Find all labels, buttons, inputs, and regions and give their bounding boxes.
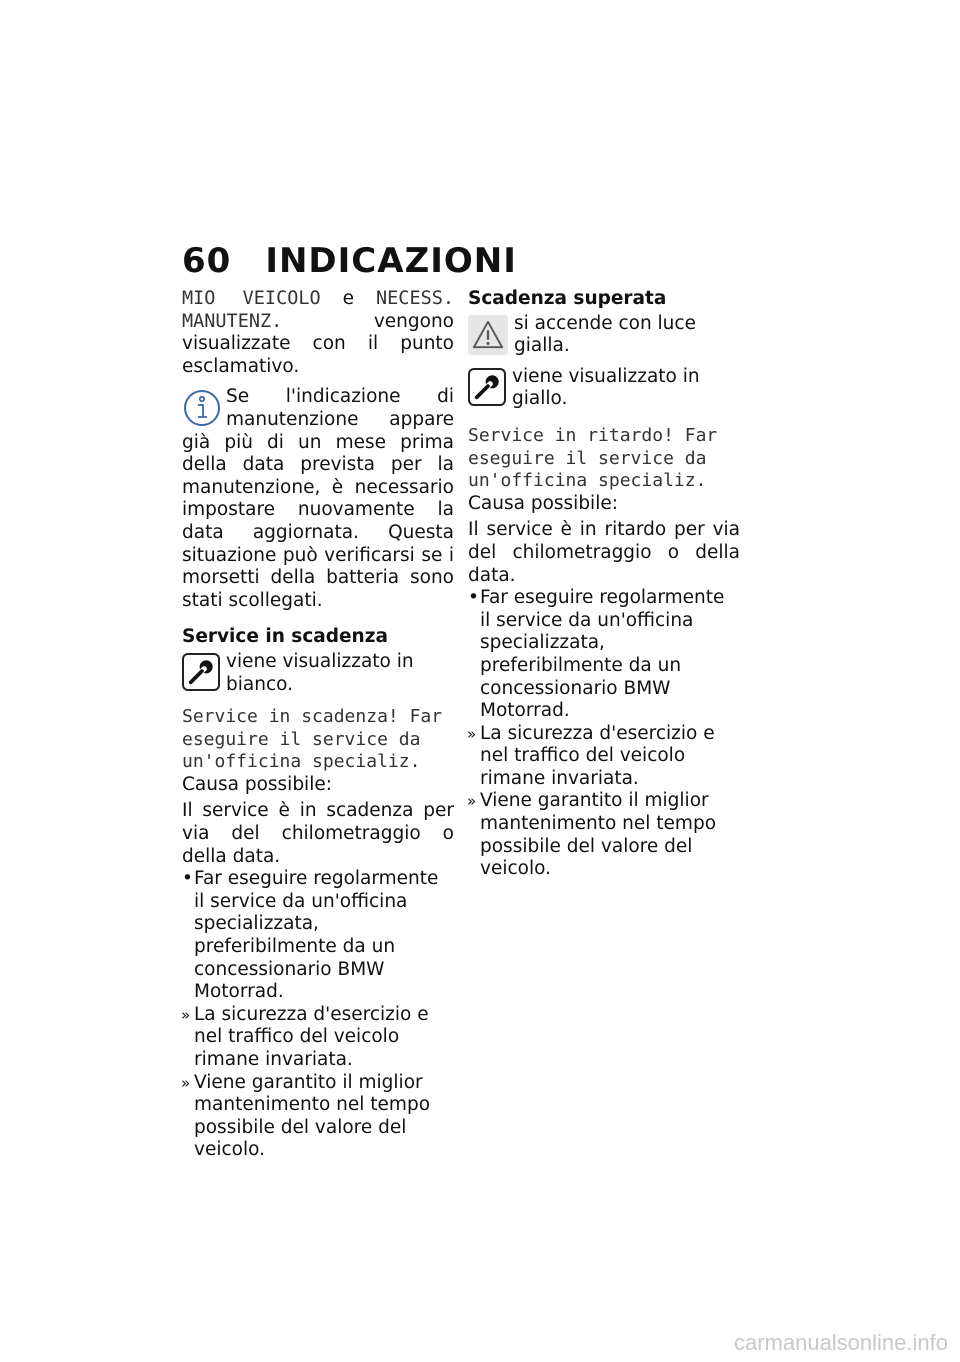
page-header <box>182 238 517 284</box>
display-message-service-in-scadenza: Service in scadenza! Far eseguire il service da un'officina specializ. <box>182 706 443 773</box>
list-item: » La sicurezza d'esercizio e nel traffico del veicolo rimane invariata. <box>468 723 740 791</box>
info-note-text: Se l'indicazione di manutenzione appare già più di un mese prima della data prevista per la manutenzione, è necessario impostare nuovamente la data aggiornata. Questa situazione può verificarsi se i morsetti della batteria sono stati scollegati. <box>182 386 454 611</box>
action-list <box>468 587 740 881</box>
list-item: » Viene garantito il miglior mantenimento nel tempo possibile del valore del veicolo. <box>182 1072 454 1162</box>
intro-paragraph: MIO VEICOLO e NECESS. MANUTENZ. vengono visualizzate con il punto esclamativo. <box>182 288 454 377</box>
display-message-service-in-ritardo: Service in ritardo! Far eseguire il service da un'officina specializ. <box>468 424 718 492</box>
cause-label: Causa possibile: <box>468 492 618 514</box>
list-item: • Far eseguire regolarmente il service da un'officina specializzata, preferibilmente da un concessionario BMW Motorrad. <box>182 868 454 1004</box>
cause-text: Il service è in ritardo per via del chilometraggio o della data. <box>468 519 740 586</box>
action-list <box>182 868 454 1162</box>
cause-label: Causa possibile: <box>182 773 332 795</box>
section-heading-service-in-scadenza: Service in scadenza <box>182 626 388 648</box>
info-note <box>182 386 454 612</box>
watermark: carmanualsonline.info <box>733 1330 948 1355</box>
wrench-icon-box <box>468 368 506 406</box>
page-title: INDICAZIONI <box>265 241 517 281</box>
display-text-necess-manutenz: NECESS. MANUTENZ. <box>182 288 454 332</box>
wrench-icon <box>473 373 501 401</box>
warning-text: si accende con luce gialla. <box>514 312 696 357</box>
section-heading-scadenza-superata: Scadenza superata <box>468 288 667 309</box>
wrench-white-row <box>182 651 454 696</box>
left-column <box>182 288 454 1162</box>
list-item: » Viene garantito il miglior mantenimento nel tempo possibile del valore del veicolo. <box>468 790 740 880</box>
wrench-yellow-row <box>468 366 740 411</box>
cause-text: Il service è in scadenza per via del chilometraggio o della data. <box>182 800 454 867</box>
warning-icon-box <box>468 315 508 355</box>
list-item: • Far eseguire regolarmente il service da un'officina specializzata, preferibilmente da un concessionario BMW Motorrad. <box>468 587 740 723</box>
wrench-white-text: viene visualizzato in bianco. <box>226 650 414 695</box>
info-icon <box>182 388 222 428</box>
warning-row <box>468 313 740 358</box>
wrench-icon <box>187 658 215 686</box>
right-column <box>468 288 740 881</box>
page-number: 60 <box>182 241 232 281</box>
display-text-mio-veicolo: MIO VEICOLO <box>182 288 321 309</box>
wrench-icon-box <box>182 653 220 691</box>
list-item: » La sicurezza d'esercizio e nel traffico del veicolo rimane invariata. <box>182 1004 454 1072</box>
wrench-yellow-text: viene visualizzato in giallo. <box>512 365 700 410</box>
warning-triangle-icon <box>472 319 504 351</box>
